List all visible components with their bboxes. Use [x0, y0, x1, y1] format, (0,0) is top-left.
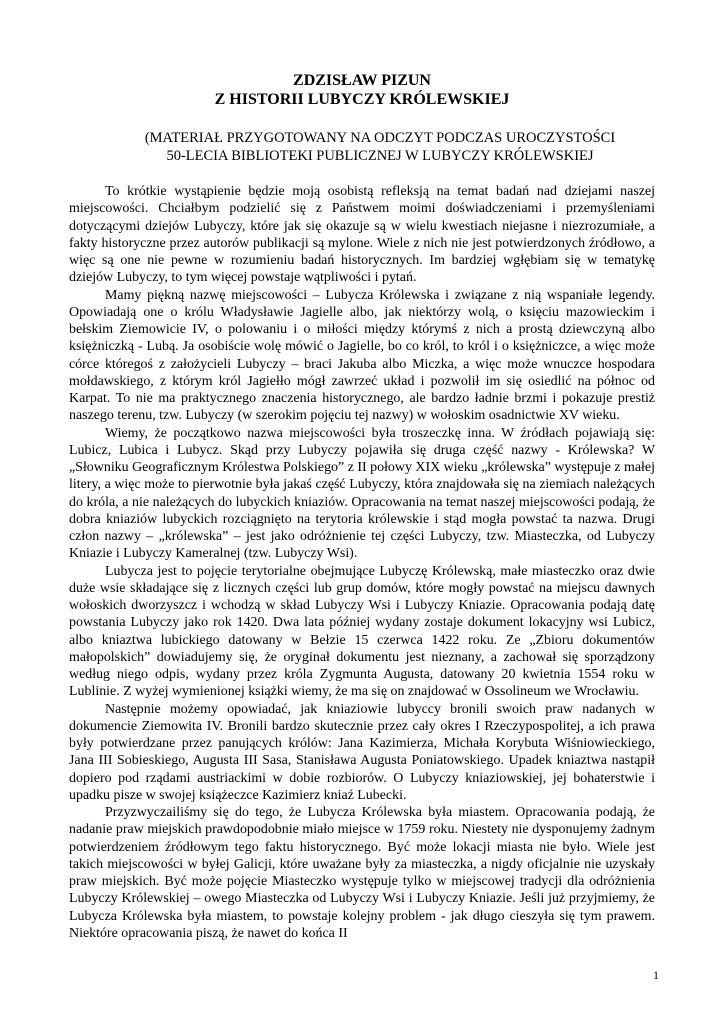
paragraph: Wiemy, że początkowo nazwa miejscowości była troszeczkę inna. W źródłach pojawiają się: Lubicz, Lubica i Lubycz. Skąd przy Lubyczy pojawiła się druga część nazwy - Królewska? W „Słowniku Geograficznym Królestwa Polskiego” z II połowy XIX wieku „królewska” występuje z małej litery, a więc może to pierwotnie była jakaś część Lubyczy, która znajdowała się na ziemiach należących do króla, a nie należących do lubyckich kniaziów. Opracowania na temat naszej miejscowości podają, że dobra kniaziów lubyckich rozciągnięto na terytoria królewskie i stąd mogła powstać ta nazwa. Drugi człon nazwy – „królewska” – jest jako odróżnienie tej części Lubyczy, tzw. Miasteczka, od Lubyczy Kniazie i Lubyczy Kameralnej (tzw. Lubyczy Wsi). — [69, 425, 655, 562]
page-number: 1 — [653, 968, 659, 982]
paragraph: Mamy piękną nazwę miejscowości – Lubycza Królewska i związane z nią wspaniałe legendy. Opowiadają one o królu Władysławie Jagielle albo, jak niektórzy wolą, o księciu mazowieckim i bełskim Ziemowicie IV, o polowaniu i o miłości między którymś z nich a prostą dziewczyną albo księżniczką - Lubą. Ja osobiście wolę mówić o Jagielle, bo co król, to król i o księżniczce, a więc może córce któregoś z założycieli Lubyczy – braci Jakuba albo Miczka, a więc może wnuczce hospodara mołdawskiego, z którym król Jagiełło mógł zawrzeć układ i pozwolił im się osiedlić na północ od Karpat. To nie ma praktycznego znaczenia historycznego, ale bardzo ładnie brzmi i pokazuje prestiż naszego terenu, tzw. Lubyczy (w szerokim pojęciu tej nazwy) w wołoskim osadnictwie XV wieku. — [69, 287, 655, 424]
paragraph: Następnie możemy opowiadać, jak kniaziowie lubyccy bronili swoich praw nadanych w dokumencie Ziemowita IV. Bronili bardzo skutecznie przez cały okres I Rzeczypospolitej, a ich prawa były potwierdzane przez panujących królów: Jana Kazimierza, Michała Korybuta Wiśniowieckiego, Jana III Sobieskiego, Augusta III Sasa, Stanisława Augusta Poniatowskiego. Upadek kniaztwa nastąpił dopiero pod rządami austriackimi w dobie rozbiorów. O Lubyczy kniaziowskiej, jej bohaterstwie i upadku pisze w swojej książeczce Kazimierz kniaź Lubecki. — [69, 701, 655, 803]
paragraph: Lubycza jest to pojęcie terytorialne obejmujące Lubyczę Królewską, małe miasteczko oraz dwie duże wsie składające się z licznych części lub grup domów, które mogły powstać na miejscu dawnych wołoskich dworzyszcz i wchodzą w skład Lubyczy Wsi i Lubyczy Kniazie. Opracowania podają datę powstania Lubyczy jako rok 1420. Dwa lata później wydany zostaje dokument lokacyjny wsi Lubicz, albo kniaztwa lubickiego datowany w Bełzie 15 czerwca 1422 roku. Ze „Zbioru dokumentów małopolskich” dowiadujemy się, że oryginał dokumentu jest nieznany, a zachował się sporządzony według niego odpis, wydany przez króla Zygmunta Augusta, datowany 20 kwietnia 1554 roku w Lublinie. Z wyżej wymienionej książki wiemy, że ma się on znajdować w Ossolineum we Wrocławiu. — [69, 563, 655, 700]
paragraph: Przyzwyczailiśmy się do tego, że Lubycza Królewska była miastem. Opracowania podają, że nadanie praw miejskich prawdopodobnie miało miejsce w 1759 roku. Niestety nie dysponujemy żadnym potwierdzeniem źródłowym tego faktu historycznego. Być może lokacji miasta nie było. Wiele jest takich miejscowości w byłej Galicji, które uważane były za miasteczka, a nigdy oficjalnie nie uzyskały praw miejskich. Być może pojęcie Miasteczko występuje tylko w miejscowej tradycji dla odróżnienia Lubyczy Królewskiej – owego Miasteczka od Lubyczy Wsi i Lubyczy Kniazie. Jeśli już przyjmiemy, że Lubycza Królewska była miastem, to powstaje kolejny problem - jak długo cieszyła się tym prawem. Niektóre opracowania piszą, że nawet do końca II — [69, 805, 655, 941]
subtitle-line-2: 50-LECIA BIBLIOTEKI PUBLICZNEJ W LUBYCZY KRÓLEWSKIEJ — [166, 148, 594, 164]
document-title: Z HISTORII LUBYCZY KRÓLEWSKIEJ — [214, 91, 510, 108]
paragraph: To krótkie wystąpienie będzie moją osobistą refleksją na temat badań nad dziejami naszej miejscowości. Chciałbym podzielić się z Państwem moimi doświadczeniami i przemyśleniami dotyczącymi dziejów Lubyczy, które jak się okazuje są w wielu kwestiach niejasne i niezrozumiałe, a fakty historyczne przez autorów publikacji są mylone. Wiele z nich nie jest potwierdzonych źródłowo, a więc są one nie pewne w rozumieniu badań historycznych. Im bardziej wgłębiam się w tematykę dziejów Lubyczy, to tym więcej powstaje wątpliwości i pytań. — [69, 184, 655, 286]
subtitle-line-1: (MATERIAŁ PRZYGOTOWANY NA ODCZYT PODCZAS UROCZYSTOŚCI — [144, 130, 616, 146]
body-text — [69, 183, 655, 942]
author-name: ZDZISŁAW PIZUN — [293, 72, 431, 89]
